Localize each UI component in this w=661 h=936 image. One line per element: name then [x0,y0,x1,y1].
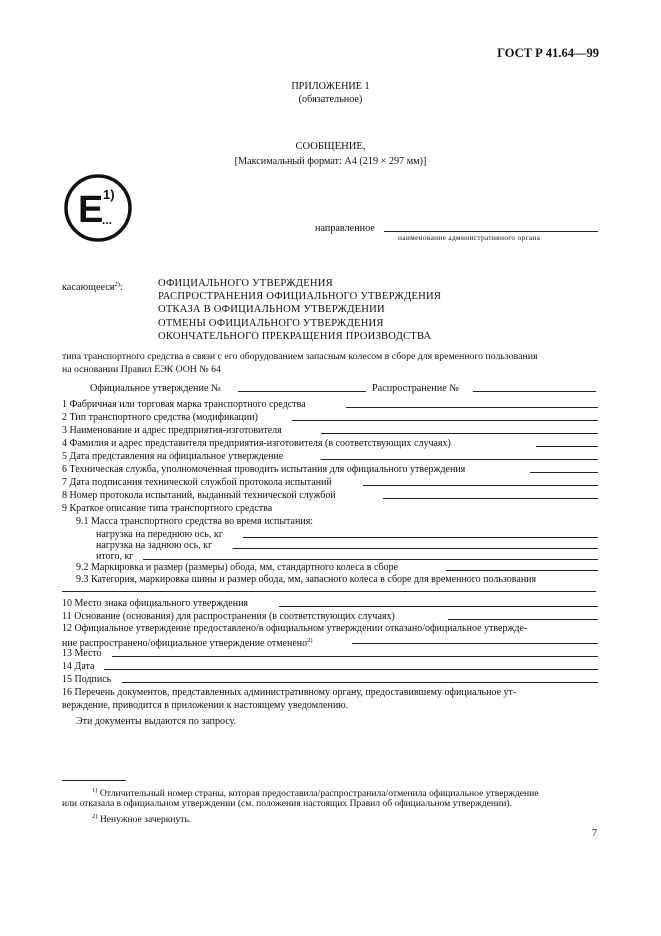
item-13-field[interactable] [112,656,598,657]
item-5: 5 Дата представления на официальное утверждение [62,451,284,462]
item-6-field[interactable] [530,472,598,473]
extension-number-field[interactable] [473,391,596,392]
message-format: [Максимальный формат: А4 (219 × 297 мм)] [234,156,427,167]
item-14: 14 Дата [62,661,95,672]
item-9-2: 9.2 Маркировка и размер (размеры) обода, мм, стандартного колеса в сборе [76,562,399,573]
item-3-field[interactable] [321,433,598,434]
item-16-line3: Эти документы выдаются по запросу. [76,716,237,727]
approval-mark-emblem [62,172,134,244]
approval-number-label: Официальное утверждение № [90,383,221,394]
item-10-field[interactable] [279,606,598,607]
item-16-line1: 16 Перечень документов, представленных административному органу, предоставившему официальное ут- [62,687,517,698]
item-7: 7 Дата подписания технической службой протокола испытаний [62,477,332,488]
item-12-line1: 12 Официальное утверждение предоставлено/в официальном утверждении отказано/официальное утвержде- [62,623,528,634]
sent-caption: наименование административного органа [398,233,541,242]
total-label: итого, кг [96,551,134,562]
extension-number-label: Распространение № [372,383,459,394]
item-11: 11 Основание (основания) для распространения (в соответствующих случаях) [62,611,395,622]
concerning-option: РАСПРОСТРАНЕНИЯ ОФИЦИАЛЬНОГО УТВЕРЖДЕНИЯ [158,291,442,303]
rear-axle-field[interactable] [233,548,598,549]
item-10: 10 Место знака официального утверждения [62,598,249,609]
item-2-field[interactable] [292,420,598,421]
item-1: 1 Фабричная или торговая марка транспортного средства [62,399,306,410]
item-13: 13 Место [62,648,102,659]
appendix-subtitle: (обязательное) [298,94,363,105]
concerning-options [158,277,441,343]
footnote-2-sup: 2) [92,813,98,820]
footnote-divider [62,780,126,781]
item-9-3: 9.3 Категория, маркировка шины и размер обода, мм, запасного колеса в сборе для временного пользования [76,574,537,585]
item-9: 9 Краткое описание типа транспортного средства [62,503,273,514]
concerning-option: ОТМЕНЫ ОФИЦИАЛЬНОГО УТВЕРЖДЕНИЯ [158,317,384,329]
item-15: 15 Подпись [62,674,112,685]
item-14-field[interactable] [104,669,598,670]
standard-number: ГОСТ Р 41.64—99 [497,46,599,60]
item-12-line2: ние распространено/официальное утверждение отменено$^{2)}$ [62,637,313,649]
concerning-sup: 2) [114,281,120,288]
concerning-label: касающееся$^{2)}$: [62,281,123,293]
concerning-option: ОТКАЗА В ОФИЦИАЛЬНОМ УТВЕРЖДЕНИИ [158,304,385,316]
intro-line2: на основании Правил ЕЭК ООН № 64 [62,364,221,375]
concerning-option: ОФИЦИАЛЬНОГО УТВЕРЖДЕНИЯ [158,278,333,289]
item-3: 3 Наименование и адрес предприятия-изготовителя [62,425,282,436]
front-axle-label: нагрузка на переднюю ось, кг [96,529,223,540]
item-9-1: 9.1 Масса транспортного средства во время испытания: [76,516,314,527]
emblem-dots: ... [102,213,113,227]
item-11-field[interactable] [448,619,598,620]
item-1-field[interactable] [346,407,598,408]
rear-axle-label: нагрузка на заднюю ось, кг [96,540,213,551]
item-5-field[interactable] [321,459,598,460]
item-2: 2 Тип транспортного средства (модификации) [62,412,258,423]
item-4: 4 Фамилия и адрес представителя предприятия-изготовителя (в соответствующих случаях) [62,438,451,449]
approval-number-field[interactable] [238,391,366,392]
total-field[interactable] [143,559,598,560]
item-12-field[interactable] [352,643,598,644]
item-4-field[interactable] [536,446,598,447]
item-6: 6 Техническая служба, уполномоченная проводить испытания для официального утверждения [62,464,466,475]
sent-field-line[interactable] [384,231,598,232]
item-8-field[interactable] [383,498,598,499]
item-15-field[interactable] [122,682,598,683]
footnote-1-line1: $^{1)}$ Отличительный номер страны, которая предоставила/распространила/отменила официальное утверждение [92,787,539,799]
footnote-1-line2: или отказала в официальном утверждении (см. положения настоящих Правил об официальном утверждении). [62,798,512,809]
front-axle-field[interactable] [243,537,598,538]
item-8: 8 Номер протокола испытаний, выданный технической службой [62,490,336,501]
concerning-option: ОКОНЧАТЕЛЬНОГО ПРЕКРАЩЕНИЯ ПРОИЗВОДСТВА [158,330,432,342]
item-9-2-field[interactable] [446,570,598,571]
emblem-letter: E [78,189,104,231]
item-9-3-field[interactable] [62,591,596,592]
sent-label: направленное [315,223,375,234]
page-number: 7 [592,828,597,839]
intro-line1: типа транспортного средства в связи с его оборудованием запасным колесом в сборе для временного пользования [62,351,538,362]
item-12-sup: 2) [307,637,313,644]
appendix-title: ПРИЛОЖЕНИЕ 1 [291,81,370,92]
e-mark-icon [62,172,134,244]
item-7-field[interactable] [363,485,598,486]
emblem-sup: 1) [103,187,115,202]
item-16-line2: верждение, приводится в приложении к настоящему уведомлению. [62,700,349,711]
message-title: СООБЩЕНИЕ, [295,141,366,152]
footnote-1-sup: 1) [92,787,98,794]
footnote-2: $^{2)}$ Ненужное зачеркнуть. [92,813,192,825]
concerning-label-text: касающееся [62,282,115,293]
